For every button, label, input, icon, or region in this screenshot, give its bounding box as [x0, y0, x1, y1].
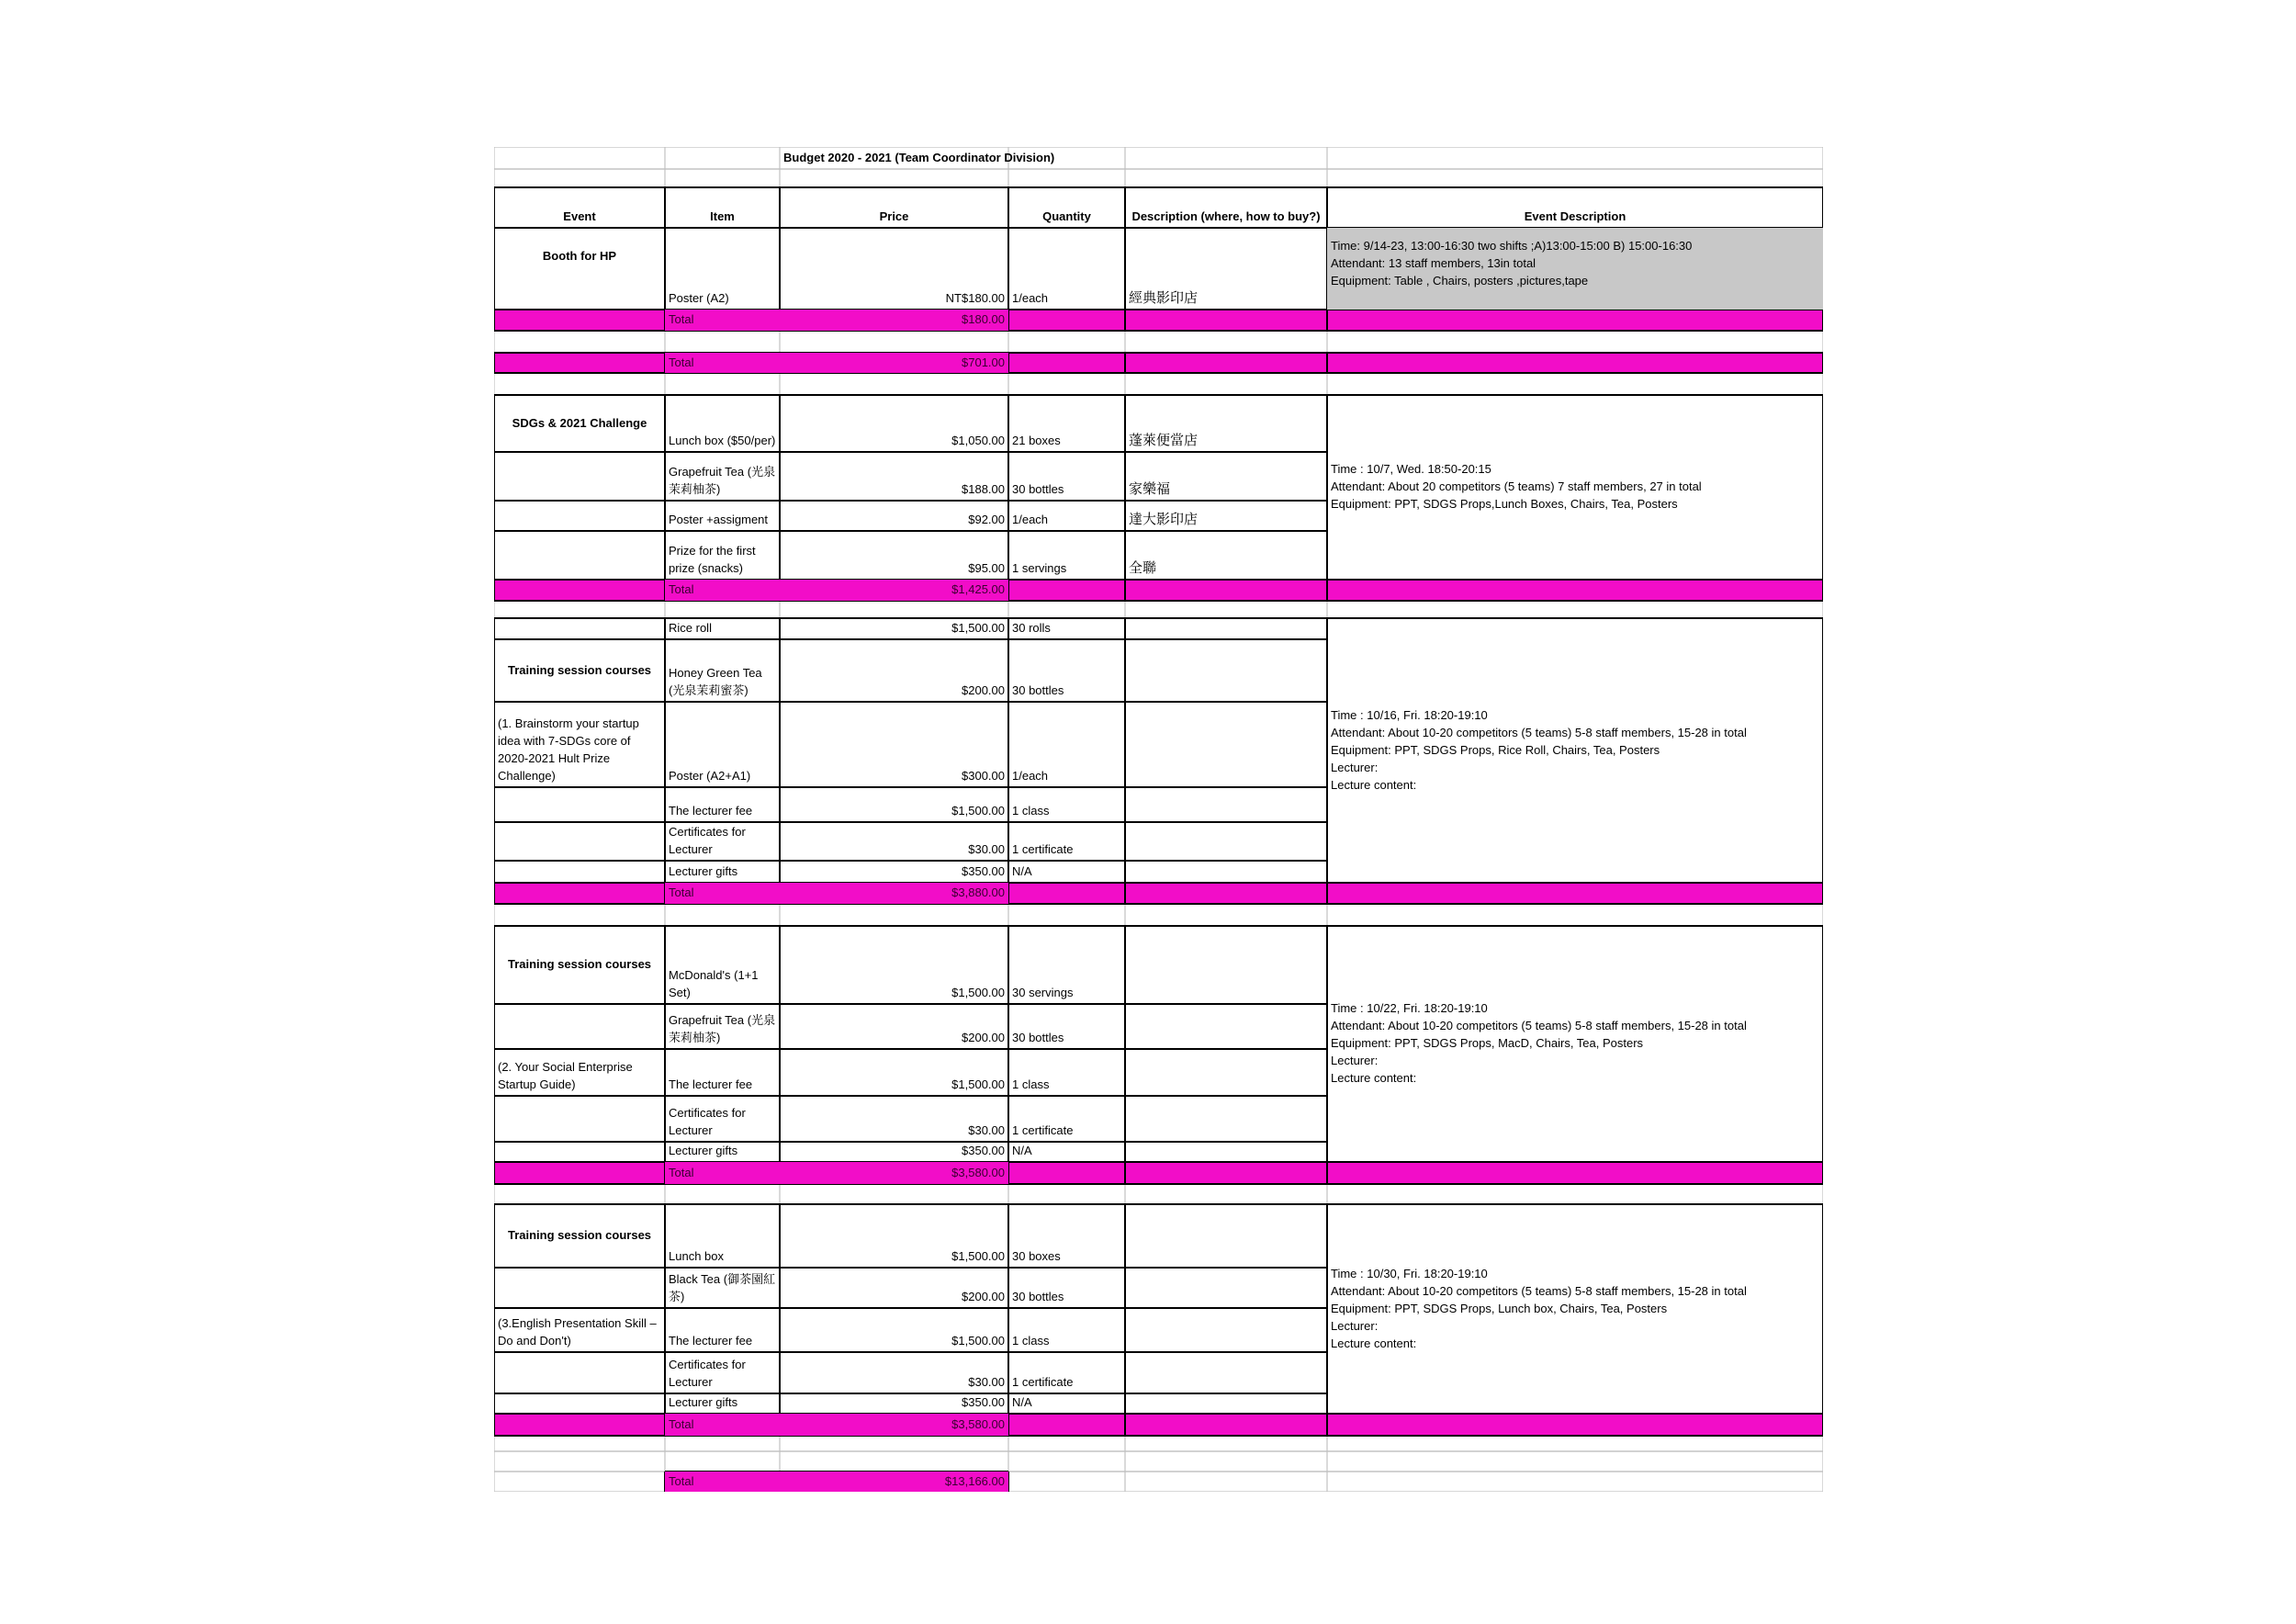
training2-event-description: Time : 10/22, Fri. 18:20-19:10 Attendant: About 10-20 competitors (5 teams) 5-8 staff members, 15-28 in total Equipment: PPT, SDGS Props, MacD, Chairs, Tea, Posters Lecturer: Lecture content: — [1331, 1001, 1747, 1085]
sdgs-price-3: $95.00 — [968, 561, 1005, 575]
training1-quantity-3: 1 class — [1012, 804, 1050, 818]
booth-event: Booth for HP — [542, 248, 617, 263]
training3-total-label: Total — [665, 1414, 780, 1436]
training3-event: Training session courses — [507, 1228, 652, 1242]
training3-quantity-1: 30 bottles — [1012, 1290, 1064, 1303]
booth-where-0: 經典影印店 — [1129, 290, 1199, 306]
training2-price-4: $350.00 — [962, 1144, 1005, 1157]
header-quantity: Quantity — [1042, 209, 1091, 223]
training3-quantity-2: 1 class — [1012, 1334, 1050, 1348]
sdgs-where-3: 全聯 — [1129, 560, 1157, 576]
training3-total-value: $3,580.00 — [780, 1414, 1008, 1436]
header-price: Price — [879, 209, 909, 223]
training1-event-sub: (1. Brainstorm your startup idea with 7-SDGs core of 2020-2021 Hult Prize Challenge) — [498, 716, 639, 783]
booth-event-description: Time: 9/14-23, 13:00-16:30 two shifts ;A)13:00-15:00 B) 15:00-16:30 Attendant: 13 staff members, 13in total Equipment: Table , Chairs, posters ,pictures,tape — [1327, 228, 1823, 310]
training2-where-3 — [1125, 1096, 1327, 1142]
training2-price-1: $200.00 — [962, 1031, 1005, 1044]
training2-where-1 — [1125, 1004, 1327, 1049]
training1-item-4: Certificates for Lecturer — [669, 825, 746, 856]
sdgs-quantity-1: 30 bottles — [1012, 482, 1064, 496]
training3-item-1: Black Tea (御茶園紅茶) — [669, 1272, 776, 1303]
training1-quantity-1: 30 bottles — [1012, 683, 1064, 697]
sdgs-item-2: Poster +assigment — [669, 513, 769, 526]
training1-where-4 — [1125, 822, 1327, 861]
training3-quantity-4: N/A — [1012, 1395, 1032, 1409]
training3-price-3: $30.00 — [968, 1375, 1005, 1389]
sdgs-price-1: $188.00 — [962, 482, 1005, 496]
training1-total-value: $3,880.00 — [780, 883, 1008, 904]
training3-event-description: Time : 10/30, Fri. 18:20-19:10 Attendant: About 10-20 competitors (5 teams) 5-8 staff members, 15-28 in total Equipment: PPT, SDGS Props, Lunch box, Chairs, Tea, Posters Lecturer: Lecture content: — [1331, 1266, 1747, 1350]
training3-quantity-0: 30 boxes — [1012, 1249, 1061, 1263]
training3-where-3 — [1125, 1352, 1327, 1393]
training2-total-value: $3,580.00 — [780, 1162, 1008, 1184]
training2-quantity-4: N/A — [1012, 1144, 1032, 1157]
sdgs-where-0: 蓬萊便當店 — [1129, 433, 1199, 448]
training1-where-0 — [1125, 618, 1327, 639]
training2-item-2: The lecturer fee — [669, 1077, 753, 1091]
training1-where-1 — [1125, 639, 1327, 702]
training2-quantity-2: 1 class — [1012, 1077, 1050, 1091]
booth-quantity-0: 1/each — [1012, 291, 1049, 305]
training3-item-0: Lunch box — [669, 1249, 724, 1263]
header-event: Event — [563, 209, 596, 223]
training3-price-4: $350.00 — [962, 1395, 1005, 1409]
training3-where-4 — [1125, 1393, 1327, 1414]
training2-item-0: McDonald's (1+1 Set) — [669, 968, 759, 999]
training1-where-5 — [1125, 861, 1327, 883]
training3-quantity-3: 1 certificate — [1012, 1375, 1074, 1389]
training3-where-2 — [1125, 1308, 1327, 1352]
training3-where-0 — [1125, 1204, 1327, 1268]
training2-event: Training session courses — [507, 957, 652, 971]
training2-event-sub: (2. Your Social Enterprise Startup Guide) — [498, 1060, 633, 1091]
training2-quantity-1: 30 bottles — [1012, 1031, 1064, 1044]
training1-quantity-0: 30 rolls — [1012, 621, 1051, 635]
training2-where-2 — [1125, 1049, 1327, 1096]
training3-item-3: Certificates for Lecturer — [669, 1358, 746, 1389]
training1-quantity-5: N/A — [1012, 864, 1032, 878]
sdgs-quantity-2: 1/each — [1012, 513, 1049, 526]
training2-where-4 — [1125, 1142, 1327, 1162]
training3-item-4: Lecturer gifts — [669, 1395, 738, 1409]
training2-quantity-0: 30 servings — [1012, 986, 1074, 999]
training1-event-description: Time : 10/16, Fri. 18:20-19:10 Attendant: About 10-20 competitors (5 teams) 5-8 staff members, 15-28 in total Equipment: PPT, SDGS Props, Rice Roll, Chairs, Tea, Posters Lecturer: Lecture content: — [1331, 707, 1747, 792]
grand-total-value: $13,166.00 — [780, 1472, 1008, 1492]
training1-price-2: $300.00 — [962, 769, 1005, 783]
sdgs-item-1: Grapefruit Tea (光泉茉莉柚茶) — [669, 465, 776, 496]
sdgs-price-2: $92.00 — [968, 513, 1005, 526]
sdgs-quantity-3: 1 servings — [1012, 561, 1067, 575]
sdgs-total-label: Total — [665, 580, 780, 601]
subtotal-label: Total — [665, 353, 780, 373]
training2-total-label: Total — [665, 1162, 780, 1184]
header-event-description: Event Description — [1524, 209, 1626, 223]
booth-total-value: $180.00 — [780, 310, 1008, 331]
training1-item-5: Lecturer gifts — [669, 864, 738, 878]
booth-item-0: Poster (A2) — [669, 291, 729, 305]
booth-price-0: NT$180.00 — [945, 291, 1005, 305]
booth-total-label: Total — [665, 310, 780, 331]
training2-where-0 — [1125, 926, 1327, 1004]
training1-where-3 — [1125, 787, 1327, 822]
training2-price-0: $1,500.00 — [951, 986, 1005, 999]
grand-total-label: Total — [665, 1472, 780, 1492]
training1-price-0: $1,500.00 — [951, 621, 1005, 635]
sdgs-quantity-0: 21 boxes — [1012, 434, 1061, 447]
training1-price-5: $350.00 — [962, 864, 1005, 878]
sdgs-where-1: 家樂福 — [1129, 481, 1171, 497]
sdgs-event: SDGs & 2021 Challenge — [512, 415, 647, 430]
training2-item-1: Grapefruit Tea (光泉茉莉柚茶) — [669, 1013, 776, 1044]
sdgs-item-0: Lunch box ($50/per) — [669, 434, 776, 447]
training1-quantity-4: 1 certificate — [1012, 842, 1074, 856]
training1-item-2: Poster (A2+A1) — [669, 769, 751, 783]
sdgs-item-3: Prize for the first prize (snacks) — [669, 544, 756, 575]
sdgs-event-description: Time : 10/7, Wed. 18:50-20:15 Attendant: About 20 competitors (5 teams) 7 staff members, 27 in total Equipment: PPT, SDGS Props,Lunch Boxes, Chairs, Tea, Posters — [1331, 462, 1702, 511]
training1-where-2 — [1125, 702, 1327, 787]
training1-price-3: $1,500.00 — [951, 804, 1005, 818]
training2-price-3: $30.00 — [968, 1123, 1005, 1137]
sheet-cells — [494, 147, 1823, 1492]
training2-item-4: Lecturer gifts — [669, 1144, 738, 1157]
sdgs-total-value: $1,425.00 — [780, 580, 1008, 601]
training3-item-2: The lecturer fee — [669, 1334, 753, 1348]
header-description: Description (where, how to buy?) — [1131, 209, 1321, 223]
training3-event-sub: (3.English Presentation Skill – Do and Don't) — [498, 1316, 657, 1348]
training3-where-1 — [1125, 1268, 1327, 1308]
training1-price-4: $30.00 — [968, 842, 1005, 856]
training1-item-3: The lecturer fee — [669, 804, 753, 818]
sdgs-where-2: 達大影印店 — [1129, 512, 1199, 527]
subtotal-value: $701.00 — [780, 353, 1008, 373]
sdgs-price-0: $1,050.00 — [951, 434, 1005, 447]
training1-item-1: Honey Green Tea (光泉茉莉蜜茶) — [669, 666, 762, 697]
training1-event: Training session courses — [507, 662, 652, 677]
training1-item-0: Rice roll — [669, 621, 712, 635]
training1-total-label: Total — [665, 883, 780, 904]
training1-quantity-2: 1/each — [1012, 769, 1049, 783]
training2-quantity-3: 1 certificate — [1012, 1123, 1074, 1137]
header-item: Item — [710, 209, 735, 223]
training2-price-2: $1,500.00 — [951, 1077, 1005, 1091]
training3-price-2: $1,500.00 — [951, 1334, 1005, 1348]
training1-price-1: $200.00 — [962, 683, 1005, 697]
training3-price-0: $1,500.00 — [951, 1249, 1005, 1263]
training3-price-1: $200.00 — [962, 1290, 1005, 1303]
sheet-title: Budget 2020 - 2021 (Team Coordinator Division) — [783, 150, 1055, 164]
training2-item-3: Certificates for Lecturer — [669, 1106, 746, 1137]
